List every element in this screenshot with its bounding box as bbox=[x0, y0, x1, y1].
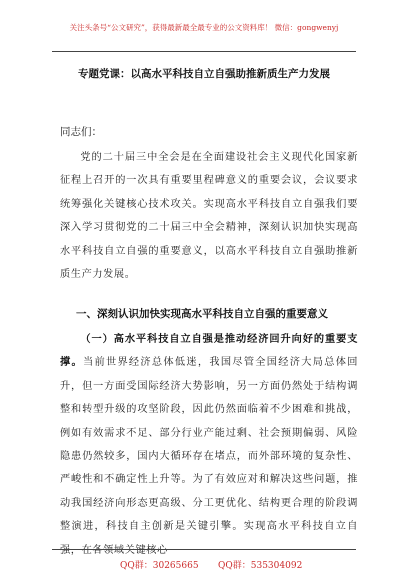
page-footer bbox=[0, 549, 408, 580]
subsection-heading: （一）高水平科技自立自强是推动经济回升向好的重要支撑。 bbox=[60, 333, 358, 369]
document-title: 专题党课：以高水平科技自立自强助推新质生产力发展 bbox=[78, 68, 330, 80]
salutation: 同志们： bbox=[60, 126, 102, 138]
body-paragraph bbox=[60, 328, 358, 562]
page-header bbox=[0, 0, 408, 58]
header-divider bbox=[52, 51, 356, 52]
subsection-body: 当前世界经济总体低迷，我国尽管全国经济大局总体回升，但一方面受国际经济大势影响，另一方面仍然处于结构调整和转型升级的攻坚阶段，因此仍然面临着不少困难和挑战，例如有效需求不足、部分行业产能过剩、社会预期偏弱、风险隐患仍然较多，国内大循环存在堵点，而外部环境的复杂性、严峻性和不确定性上升等。为了有效应对和解决这些问题，推动我国经济向形态更高级、分工更优化、结构更合理的阶段调整演进，科技自主创新是关键引擎。实现高水平科技自立自强，在各领域关键核心 bbox=[60, 357, 358, 556]
footer-qq-group-1: QQ群：30265665 bbox=[120, 561, 199, 571]
header-notice: 关注头条号“公文研究”，获得最新最全最专业的公文资料库！ 微信：gongwenyj bbox=[69, 23, 339, 32]
intro-paragraph: 党的二十届三中全会是在全面建设社会主义现代化国家新征程上召开的一次具有重要里程碑意义的重要会议，会议要求统筹强化关键核心技术攻关。实现高水平科技自立自强我们要深入学习贯彻党的二十届三中全会精神，深刻认识加快实现高水平科技自立自强的重要意义，以高水平科技自立自强助推新质生产力发展。 bbox=[60, 152, 358, 281]
footer-divider bbox=[52, 549, 356, 550]
footer-qq-group-2: QQ群：535304092 bbox=[218, 561, 303, 571]
section-heading: 一、深刻认识加快实现高水平科技自立自强的重要意义 bbox=[76, 308, 328, 320]
